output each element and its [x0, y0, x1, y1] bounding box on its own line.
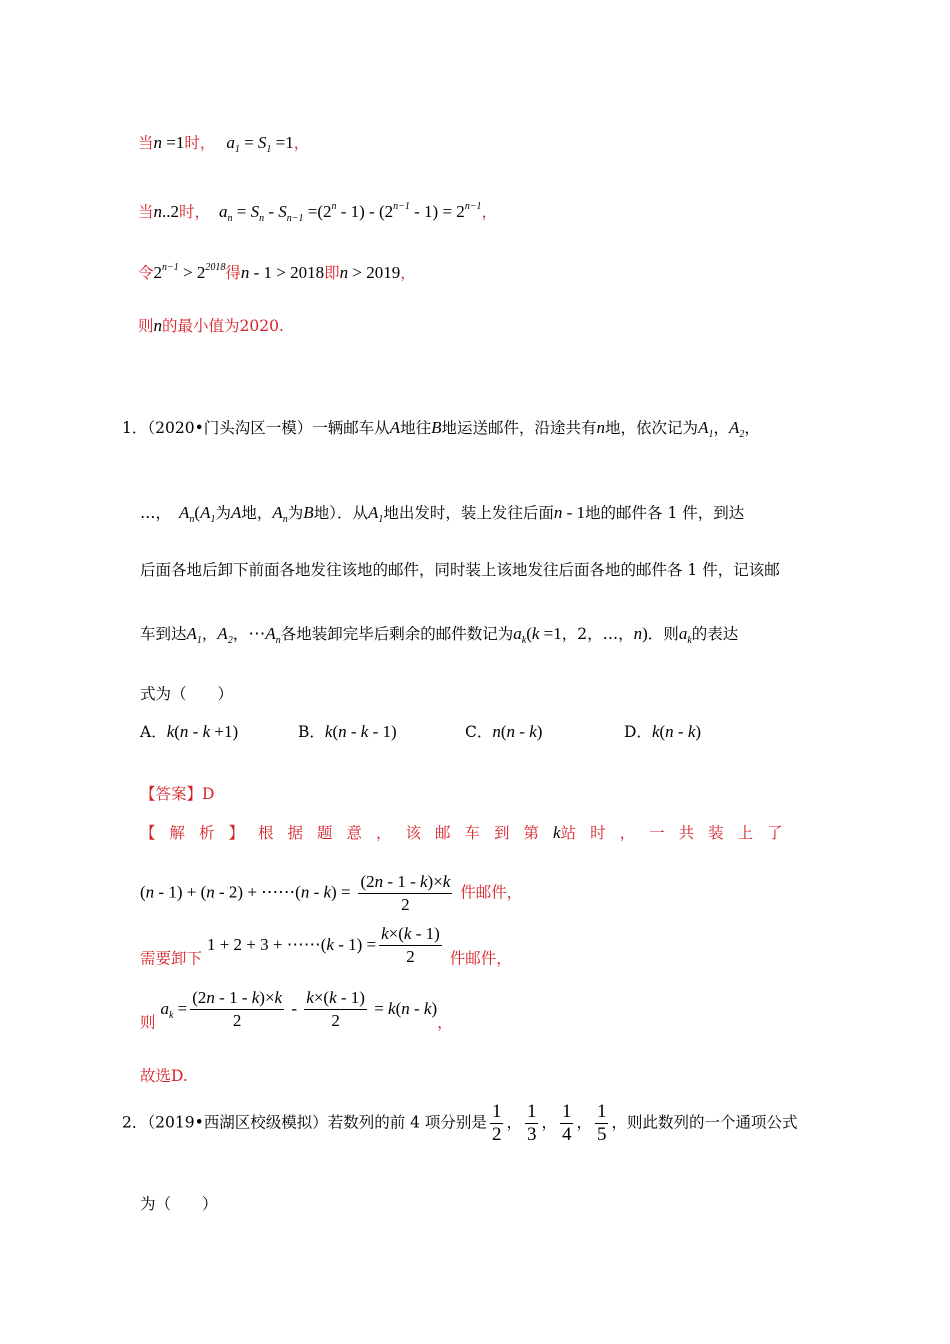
- q1-option-b[interactable]: B．k(n - k - 1): [298, 722, 397, 741]
- q1-option-a[interactable]: A．k(n - k +1): [140, 722, 239, 741]
- q1-line3: 后面各地后卸下前面各地发往该地的邮件，同时装上该地发往后面各地的邮件各 1 件，记该邮: [140, 561, 780, 579]
- q1-analysis-sum-loaded: (n - 1) + (n - 2) + ⋯⋯(n - k) = $\frac{(2n - 1 - k)\times k}{2}$ 件邮件，: [140, 872, 523, 914]
- q1-answer: 【答案】D: [140, 785, 215, 803]
- q1-analysis-line1: 【解析】根据题意，该邮车到第k站时，一共装上了: [140, 823, 797, 842]
- q2-source: （2019•西湖区校级模拟）: [147, 1113, 328, 1132]
- q2-number: 2．: [122, 1113, 148, 1132]
- q2-line1: 2．（2019•西湖区校级模拟）若数列的前 4 项分别是 $\frac{1}{2}$ ， $\frac{1}{3}$ ， $\frac{1}{4}$ ， $\frac{1}{5}$ ，则此数列的一个通项公式: [122, 1101, 798, 1145]
- q1-option-c[interactable]: C．n(n - k): [465, 722, 543, 741]
- q1-option-d[interactable]: D．k(n - k): [624, 722, 702, 741]
- solution-line-n2: 当n..2时， $a_n = S_n - S_{n-1} =(2^n - 1) - (2^{n-1} - 1) = 2^{n-1}$，: [138, 201, 498, 224]
- q1-line2: …， $A_n(A_1$为A地，$A_n$为B地）．从$A_1$地出发时，装上发往后面n - 1地的邮件各 1 件，到达: [140, 503, 745, 525]
- solution-line-inequality: 令$2^{n-1} > 2^{2018}$得n - 1 > 2018即n > 2019，: [138, 262, 416, 282]
- q2-line2: 为（ ）: [140, 1195, 218, 1213]
- solution-line-n1: 当n =1时， $a_1 = S_1 =1$，: [138, 133, 310, 155]
- q1-analysis-sum-unloaded: 需要卸下 1 + 2 + 3 + ⋯⋯(k - 1) = $\frac{k\times(k - 1)}{2}$ 件邮件，: [140, 924, 512, 968]
- q1-line4: 车到达$A_1$，$A_2$，$\cdots A_n$各地装卸完毕后剩余的邮件数记为$a_k(k =1$，2，…，n)．则$a_k$的表达: [140, 624, 739, 646]
- q1-analysis-result: 则 $a_k$ = $\frac{(2n - 1 - k)\times k}{2}$ - $\frac{k\times(k - 1)}{2}$ = k(n - k)，: [140, 988, 453, 1032]
- q1-number: 1．: [122, 419, 148, 437]
- q1-conclusion: 故选D.: [140, 1067, 188, 1085]
- q1-line5: 式为（ ）: [140, 685, 234, 703]
- q1-line1: 1．（2020•门头沟区一模）一辆邮车从A地往B地运送邮件，沿途共有n地，依次记为$A_1$，$A_2$，: [122, 418, 760, 440]
- solution-line-min-value: 则n的最小值为2020.: [138, 316, 284, 335]
- q1-source: （2020•门头沟区一模）: [147, 419, 313, 437]
